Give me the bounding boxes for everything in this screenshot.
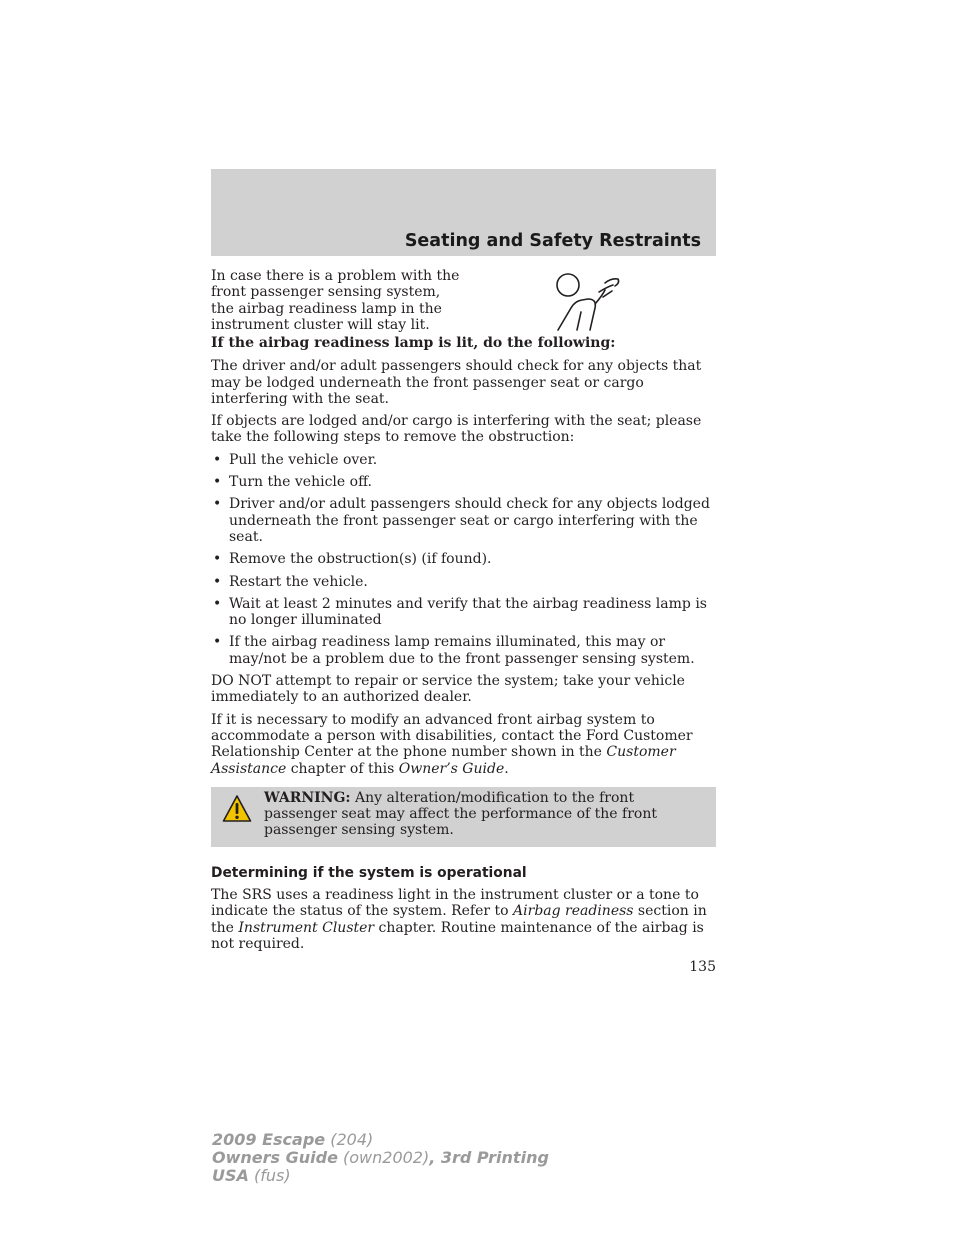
paragraph-modify: If it is necessary to modify an advanced front airbag system to accommodate a person with disabilities, contact the Ford Customer Relationship Center at the phone number shown in the Customer Assistance chapter of this Owner’s Guide. bbox=[211, 711, 693, 777]
page-content bbox=[211, 268, 716, 958]
bullet: • bbox=[213, 573, 222, 590]
section-title: Seating and Safety Restraints bbox=[404, 231, 701, 251]
list-item: • Driver and/or adult passengers should check for any objects lodged underneath the front passenger seat or cargo interfering with the seat. bbox=[213, 496, 710, 545]
paragraph-steps-intro: If objects are lodged and/or cargo is interfering with the seat; please take the following steps to remove the obstruction: bbox=[211, 413, 702, 446]
paragraph-srs: The SRS uses a readiness light in the instrument cluster or a tone to indicate the status of the system. Refer to Airbag readiness section in the Instrument Cluster chapter. Routine maintenance of the airbag is not required. bbox=[211, 887, 707, 952]
list-item: • If the airbag readiness lamp remains illuminated, this may or may/not be a problem due to the front passenger sensing system. bbox=[213, 634, 695, 667]
airbag-readiness-icon bbox=[555, 270, 625, 332]
intro-text: In case there is a problem with the front passenger sensing system, the airbag readiness lamp in the instrument cluster will stay lit. bbox=[211, 268, 460, 333]
list-item: • Turn the vehicle off. bbox=[213, 474, 372, 491]
footer-line-guide: Owners Guide (own2002), 3rd Printing bbox=[212, 1148, 549, 1167]
list-item: • Wait at least 2 minutes and verify that the airbag readiness lamp is no longer illuminated bbox=[213, 595, 707, 629]
bullet: • bbox=[213, 451, 222, 468]
bullet: • bbox=[213, 496, 222, 513]
section-header-band bbox=[211, 169, 716, 256]
section-heading: Determining if the system is operational bbox=[211, 864, 527, 881]
bullet: • bbox=[213, 595, 222, 612]
lead-instruction: If the airbag readiness lamp is lit, do the following: bbox=[211, 335, 616, 351]
footer-edition bbox=[212, 1131, 549, 1185]
warning-label: WARNING: bbox=[264, 789, 351, 806]
bullet: • bbox=[213, 551, 222, 568]
list-item: • Pull the vehicle over. bbox=[213, 451, 378, 468]
steps-list bbox=[211, 452, 716, 667]
bullet: • bbox=[213, 474, 222, 491]
list-item: • Restart the vehicle. bbox=[213, 573, 368, 590]
intro-block bbox=[211, 268, 716, 335]
footer-line-region: USA (fus) bbox=[212, 1166, 291, 1185]
warning-box bbox=[211, 787, 716, 847]
paragraph-dealer: DO NOT attempt to repair or service the system; take your vehicle immediately to an authorized dealer. bbox=[211, 673, 685, 706]
footer-line-model: 2009 Escape (204) bbox=[212, 1130, 374, 1149]
bullet: • bbox=[213, 634, 222, 651]
paragraph-check-objects: The driver and/or adult passengers should check for any objects that may be lodged underneath the front passenger seat or cargo interfering with the seat. bbox=[211, 358, 702, 407]
list-item: • Remove the obstruction(s) (if found). bbox=[213, 551, 492, 568]
warning-triangle-icon bbox=[222, 794, 252, 824]
warning-text: Any alteration/modification to the front passenger seat may affect the performance of the front passenger sensing system. bbox=[264, 789, 657, 839]
page-number: 135 bbox=[689, 959, 716, 975]
